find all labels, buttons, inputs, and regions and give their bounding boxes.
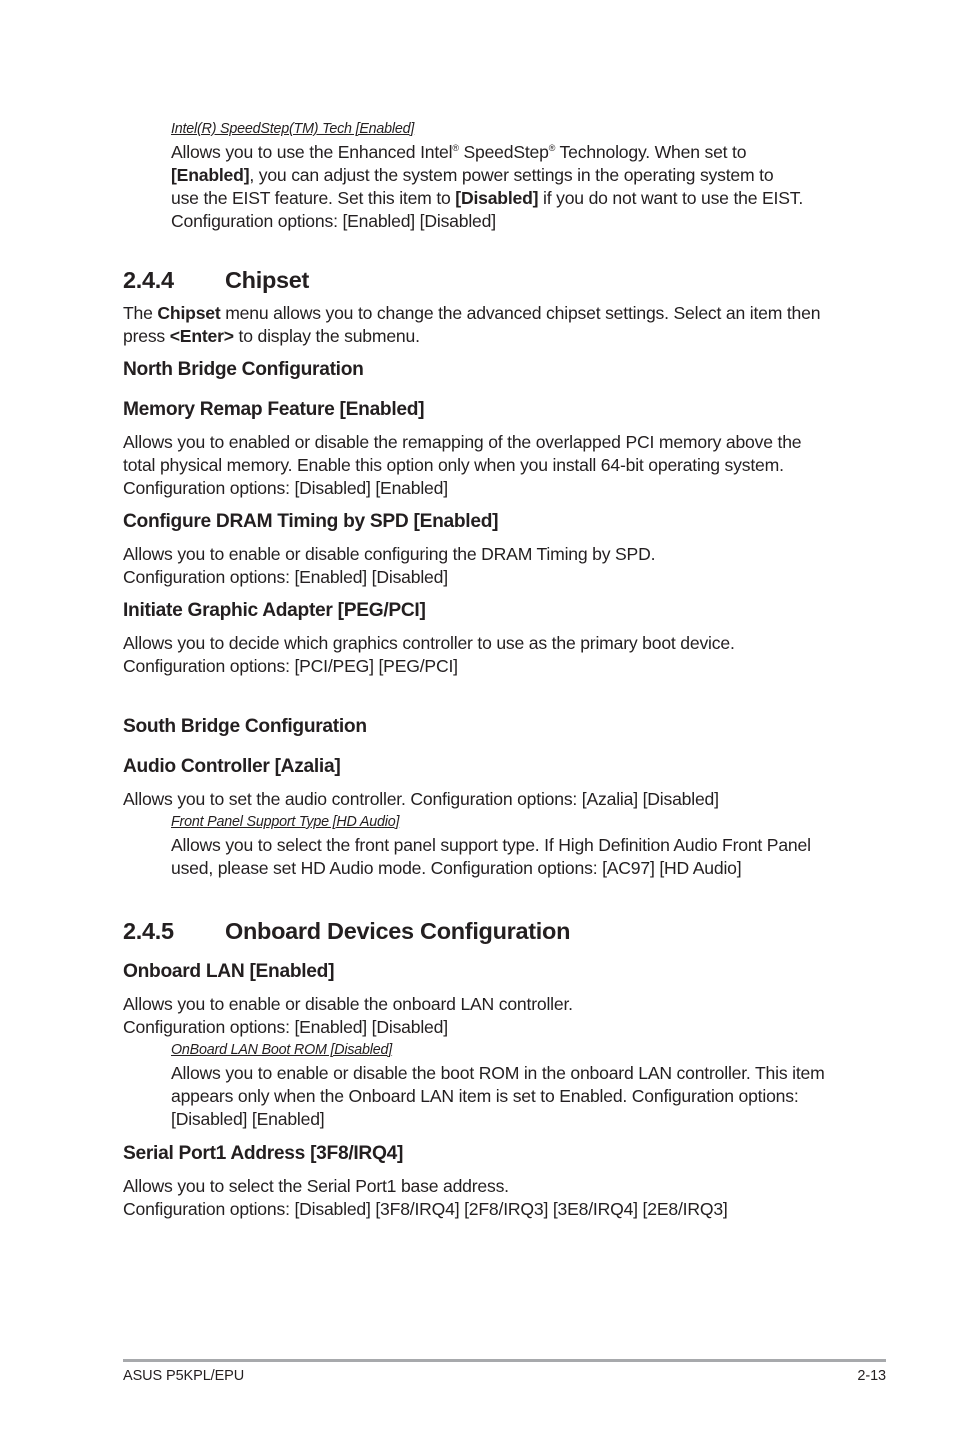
- footer-page-number: 2-13: [857, 1368, 886, 1384]
- section-heading-chipset: 2.4.4 Chipset: [123, 267, 310, 293]
- chipset-desc-line-1: The Chipset menu allows you to change the advanced chipset settings. Select an item then: [123, 303, 821, 323]
- speedstep-desc-line-3: use the EIST feature. Set this item to [Disabled] if you do not want to use the EIST.: [171, 188, 804, 208]
- front-panel-desc-line-2: used, please set HD Audio mode. Configuration options: [AC97] [HD Audio]: [171, 858, 742, 878]
- front-panel-label: Front Panel Support Type [HD Audio]: [171, 814, 400, 830]
- serial-port-config-options: Configuration options: [Disabled] [3F8/IRQ4] [2F8/IRQ3] [3E8/IRQ4] [2E8/IRQ3]: [123, 1199, 728, 1219]
- dram-timing-heading: Configure DRAM Timing by SPD [Enabled]: [123, 511, 499, 532]
- dram-timing-desc: Allows you to enable or disable configuring the DRAM Timing by SPD.: [123, 544, 656, 564]
- front-panel-desc-line-1: Allows you to select the front panel support type. If High Definition Audio Front Panel: [171, 835, 811, 855]
- onboard-lan-heading: Onboard LAN [Enabled]: [123, 961, 335, 982]
- onboard-lan-desc: Allows you to enable or disable the onboard LAN controller.: [123, 994, 573, 1014]
- lan-boot-rom-desc-line-3: [Disabled] [Enabled]: [171, 1109, 325, 1129]
- memory-remap-desc-line-2: total physical memory. Enable this option only when you install 64-bit operating system.: [123, 455, 784, 475]
- lan-boot-rom-desc-line-2: appears only when the Onboard LAN item is set to Enabled. Configuration options:: [171, 1086, 799, 1106]
- memory-remap-desc-line-1: Allows you to enabled or disable the remapping of the overlapped PCI memory above the: [123, 432, 802, 452]
- memory-remap-heading: Memory Remap Feature [Enabled]: [123, 399, 425, 420]
- graphic-adapter-desc: Allows you to decide which graphics controller to use as the primary boot device.: [123, 633, 735, 653]
- audio-controller-heading: Audio Controller [Azalia]: [123, 756, 341, 777]
- south-bridge-heading: South Bridge Configuration: [123, 716, 367, 737]
- memory-remap-config-options: Configuration options: [Disabled] [Enabled]: [123, 478, 448, 498]
- north-bridge-heading: North Bridge Configuration: [123, 359, 364, 380]
- footer-divider: [123, 1359, 886, 1362]
- chipset-desc-line-2: press <Enter> to display the submenu.: [123, 326, 420, 346]
- graphic-adapter-config-options: Configuration options: [PCI/PEG] [PEG/PCI]: [123, 656, 458, 676]
- graphic-adapter-heading: Initiate Graphic Adapter [PEG/PCI]: [123, 600, 426, 621]
- footer-product-name: ASUS P5KPL/EPU: [123, 1368, 245, 1384]
- speedstep-label: Intel(R) SpeedStep(TM) Tech [Enabled]: [171, 121, 415, 137]
- speedstep-config-options: Configuration options: [Enabled] [Disabled]: [171, 211, 496, 231]
- dram-timing-config-options: Configuration options: [Enabled] [Disabled]: [123, 567, 448, 587]
- serial-port-desc: Allows you to select the Serial Port1 base address.: [123, 1176, 509, 1196]
- speedstep-desc-line-2: [Enabled], you can adjust the system power settings in the operating system to: [171, 165, 774, 185]
- onboard-lan-config-options: Configuration options: [Enabled] [Disabled]: [123, 1017, 448, 1037]
- audio-controller-desc: Allows you to set the audio controller. Configuration options: [Azalia] [Disabled]: [123, 789, 719, 809]
- section-heading-onboard-devices: 2.4.5 Onboard Devices Configuration: [123, 918, 571, 944]
- serial-port-heading: Serial Port1 Address [3F8/IRQ4]: [123, 1143, 404, 1164]
- lan-boot-rom-desc-line-1: Allows you to enable or disable the boot ROM in the onboard LAN controller. This item: [171, 1063, 825, 1083]
- lan-boot-rom-label: OnBoard LAN Boot ROM [Disabled]: [171, 1042, 393, 1058]
- speedstep-desc-line-1: Allows you to use the Enhanced Intel® SpeedStep® Technology. When set to: [171, 142, 747, 162]
